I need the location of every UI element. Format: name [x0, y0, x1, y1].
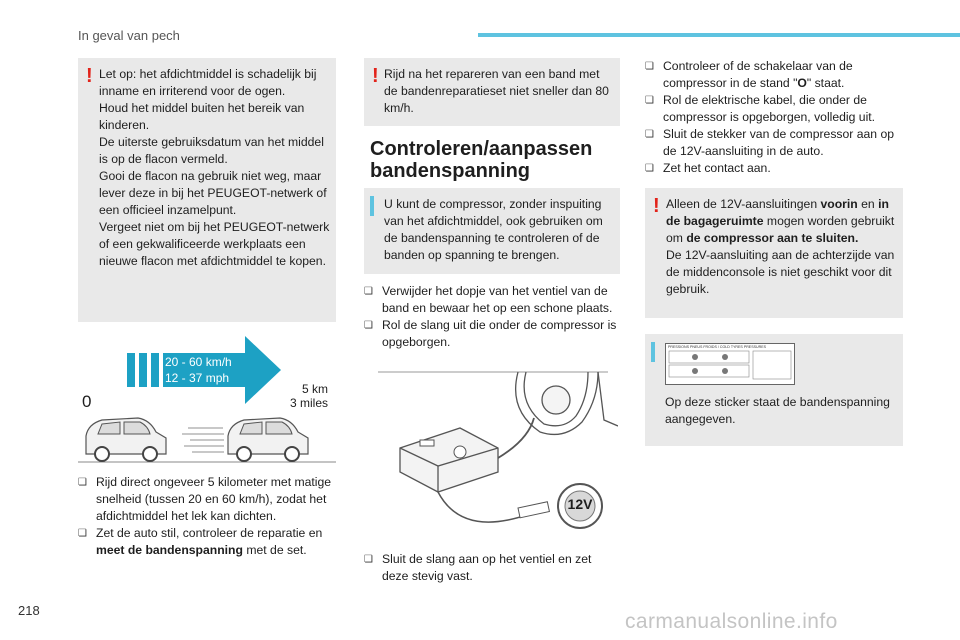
distance-km: 5 km	[302, 382, 329, 396]
warning-paragraph: Houd het middel buiten het bereik van kinderen.	[99, 101, 305, 132]
list-item: ❏ Rijd direct ongeveer 5 kilometer met matige snelheid (tussen 20 en 60 km/h), zodat het afdichtmiddel het lek kan dichten.	[78, 475, 332, 523]
info-icon	[370, 196, 374, 216]
checkbox-bullet-icon: ❏	[645, 95, 654, 106]
warning-paragraph: Vergeet niet om bij het PEUGEOT-netwerk of een gekwalificeerde werkplaats een nieuwe flacon met afdichtmiddel te kopen.	[99, 220, 330, 268]
header-accent-bar	[478, 33, 960, 37]
checkbox-bullet-icon: ❏	[645, 61, 654, 72]
sticker-info-text: Op deze sticker staat de bandenspanning aangegeven.	[665, 395, 890, 426]
list-item: ❏ Sluit de slang aan op het ventiel en zet deze stevig vast.	[364, 552, 592, 583]
socket-12v-label: 12V	[567, 496, 593, 512]
col2-instruction-list	[364, 283, 620, 351]
driving-cars-illustration	[78, 412, 336, 464]
compressor-info-text: U kunt de compressor, zonder inspuiting van het afdichtmiddel, ook gebruiken om de bandenspanning te controleren of de banden op spanning te brengen.	[384, 197, 603, 262]
warning-paragraph: Let op: het afdichtmiddel is schadelijk bij inname en irriterend voor de ogen.	[99, 67, 317, 98]
speed-arrow-head	[245, 336, 281, 404]
list-item: ❏ Zet het contact aan.	[645, 161, 771, 175]
list-item: ❏ Rol de slang uit die onder de compressor is opgeborgen.	[364, 318, 617, 349]
list-item: ❏ Rol de elektrische kabel, die onder de compressor is opgeborgen, volledig uit.	[645, 93, 876, 124]
col3-instruction-list	[645, 58, 905, 177]
col2-bottom-list	[364, 551, 620, 585]
socket-warning-text: Alleen de 12V-aansluitingen voorin en in de bagageruimte mogen worden gebruikt om de compressor aan te sluiten. De 12V-aansluiting aan de achterzijde van de middenconsole is niet geschikt voor dit gebruik.	[666, 197, 895, 296]
compressor-connection-illustration	[368, 370, 618, 540]
sealant-warning-text	[99, 66, 331, 270]
sticker-title: PRESSIONS PNEUS FROIDS / COLD TYRES PRESSURES	[668, 345, 766, 349]
checkbox-bullet-icon: ❏	[645, 129, 654, 140]
start-distance: 0	[82, 392, 92, 411]
checkbox-bullet-icon: ❏	[364, 554, 373, 565]
speed-kmh: 20 - 60 km/h	[165, 355, 232, 369]
speed-mph: 12 - 37 mph	[165, 371, 230, 385]
exclamation-warning-icon: !	[86, 65, 93, 87]
checkbox-bullet-icon: ❏	[364, 320, 373, 331]
exclamation-warning-icon: !	[372, 65, 379, 87]
list-item: ❏ Controleer of de schakelaar van de compressor in de stand "O" staat.	[645, 59, 853, 90]
warning-paragraph: Gooi de flacon na gebruik niet weg, maar lever deze in bij het PEUGEOT-netwerk of een officieel inzamelpunt.	[99, 169, 327, 217]
distance-miles: 3 miles	[290, 396, 329, 410]
exclamation-warning-icon: !	[653, 195, 660, 217]
section-title: In geval van pech	[78, 28, 180, 43]
checkbox-bullet-icon: ❏	[78, 477, 87, 488]
page-number: 218	[18, 603, 40, 618]
list-item: ❏ Zet de auto stil, controleer de reparatie en meet de bandenspanning met de set.	[78, 526, 323, 557]
checkbox-bullet-icon: ❏	[78, 528, 87, 539]
info-icon	[651, 342, 655, 362]
tyre-pressure-sticker-icon	[665, 343, 795, 385]
checkbox-bullet-icon: ❏	[364, 286, 373, 297]
warning-paragraph: De uiterste gebruiksdatum van het middel is op de flacon vermeld.	[99, 135, 324, 166]
watermark: carmanualsonline.info	[625, 610, 838, 633]
speed-warning-text: Rijd na het repareren van een band met de bandenreparatieset niet sneller dan 80 km/h.	[384, 67, 609, 115]
distance-label	[290, 382, 328, 410]
col1-instruction-list	[78, 474, 338, 559]
speed-range	[165, 354, 245, 386]
checkbox-bullet-icon: ❏	[645, 163, 654, 174]
list-item: ❏ Verwijder het dopje van het ventiel van de band en bewaar het op een schone plaats.	[364, 284, 613, 315]
page-heading: Controleren/aanpassen bandenspanning	[370, 138, 593, 182]
list-item: ❏ Sluit de stekker van de compressor aan op de 12V-aansluiting in de auto.	[645, 127, 895, 158]
